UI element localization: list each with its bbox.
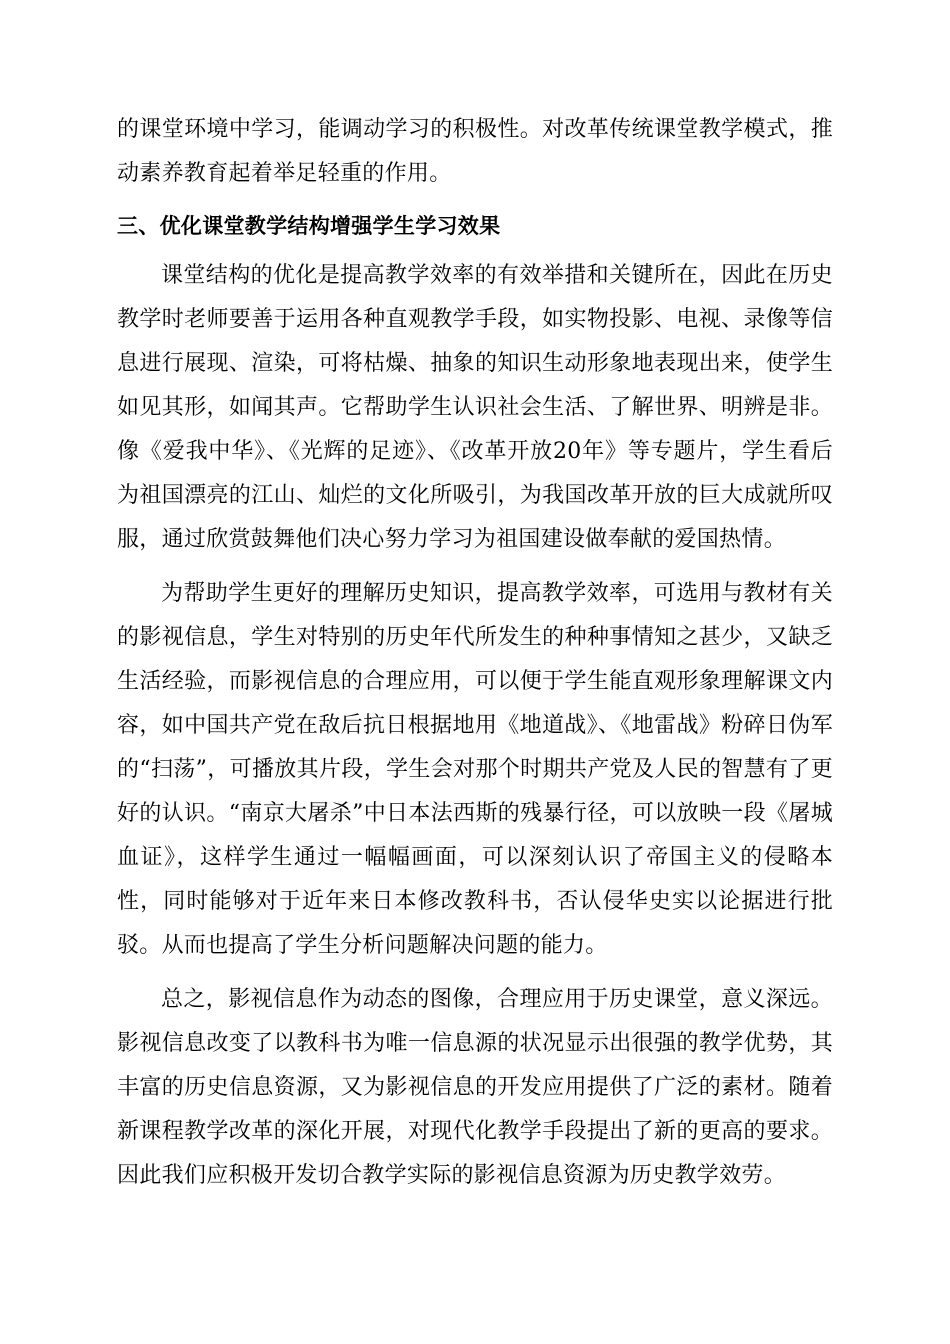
- section-heading: 三、优化课堂教学结构增强学生学习效果: [117, 214, 501, 238]
- paragraph-classroom-structure: 课堂结构的优化是提高教学效率的有效举措和关键所在，因此在历史教学时老师要善于运用各种直观教学手段，如实物投影、电视、录像等信息进行展现、渲染，可将枯燥、抽象的知识生动形象地表现出来，使学生如见其形，如闻其声。它帮助学生认识社会生活、了解世界、明辨是非。像《爱我中华》、《光辉的足迹》、《改革开放20年》等专题片，学生看后为祖国漂亮的江山、灿烂的文化所吸引，为我国改革开放的巨大成就所叹服，通过欣赏鼓舞他们决心努力学习为祖国建设做奉献的爱国热情。: [117, 263, 833, 552]
- paragraph-continuation: 的课堂环境中学习，能调动学习的积极性。对改革传统课堂教学模式，推动素养教育起着举足轻重的作用。: [117, 117, 833, 186]
- paragraph-conclusion: 总之，影视信息作为动态的图像，合理应用于历史课堂，意义深远。影视信息改变了以教科书为唯一信息源的状况显示出很强的教学优势，其丰富的历史信息资源，又为影视信息的开发应用提供了广泛的素材。随着新课程教学改革的深化开展，对现代化教学手段提出了新的更高的要求。因此我们应积极开发切合教学实际的影视信息资源为历史教学效劳。: [117, 987, 833, 1188]
- document-body: [117, 108, 833, 1198]
- paragraph-film-information: 为帮助学生更好的理解历史知识，提高教学效率，可选用与教材有关的影视信息，学生对特别的历史年代所发生的种种事情知之甚少，又缺乏生活经验，而影视信息的合理应用，可以便于学生能直观形象理解课文内容，如中国共产党在敌后抗日根据地用《地道战》、《地雷战》粉碎日伪军的“扫荡”，可播放其片段，学生会对那个时期共产党及人民的智慧有了更好的认识。“南京大屠杀”中日本法西斯的残暴行径，可以放映一段《屠城血证》，这样学生通过一幅幅画面，可以深刻认识了帝国主义的侵略本性，同时能够对于近年来日本修改教科书，否认侵华史实以论据进行批驳。从而也提高了学生分析问题解决问题的能力。: [117, 581, 833, 958]
